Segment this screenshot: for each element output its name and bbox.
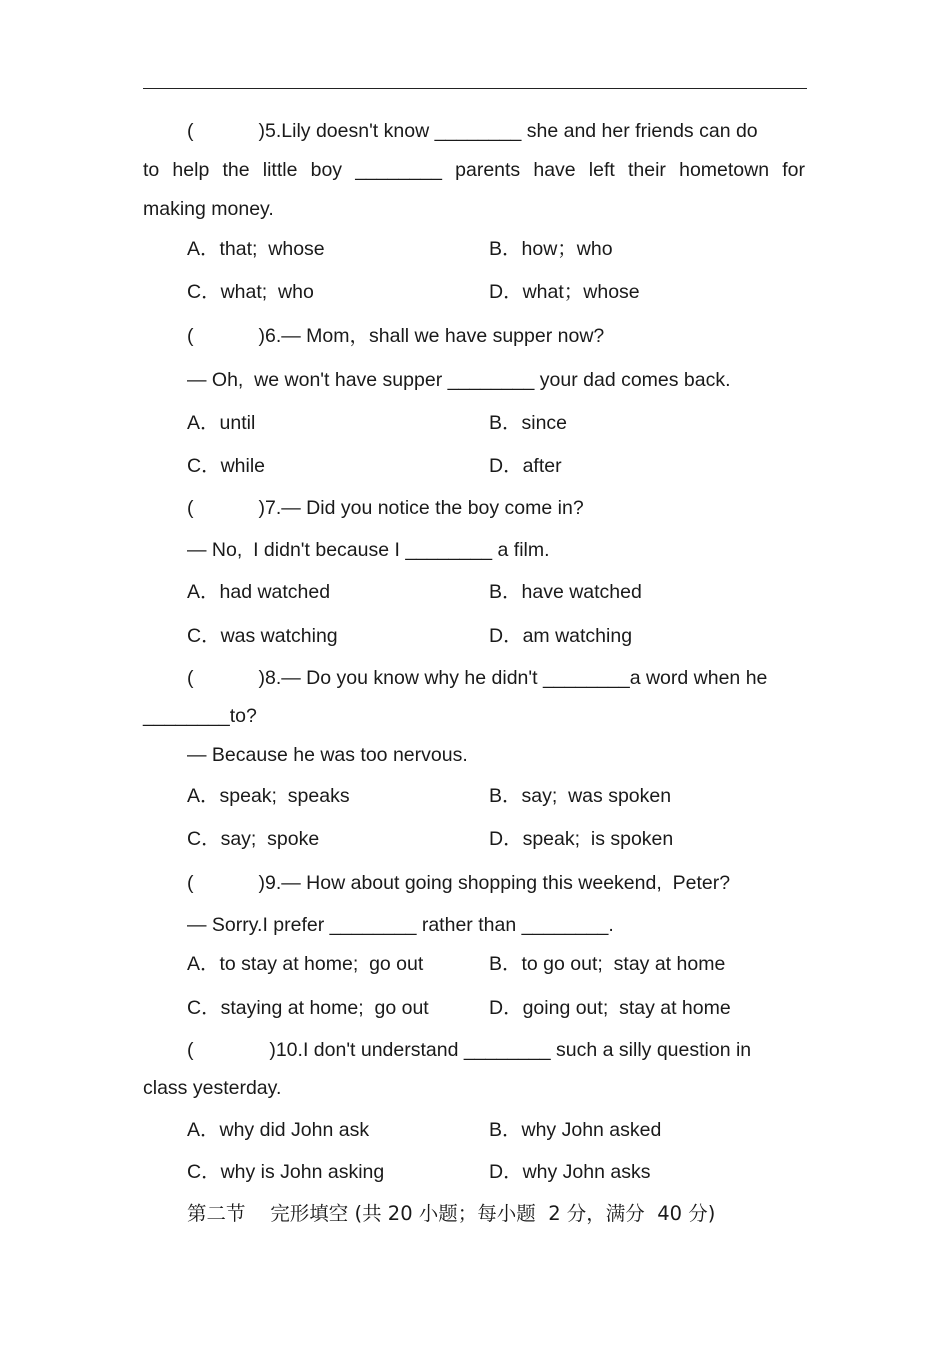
question-8-stem: ( )8.— Do you know why he didn't ________a word when he: [187, 667, 768, 689]
header-rule: [143, 88, 807, 89]
option-a: A．why did John ask: [187, 1119, 370, 1141]
option-d: D．speak; is spoken: [489, 828, 674, 850]
option-b: B．say; was spoken: [489, 785, 672, 807]
option-a: A．that; whose: [187, 238, 325, 260]
question-8-dialogue: — Because he was too nervous.: [187, 744, 468, 766]
question-10-stem: ( )10.I don't understand ________ such a silly question in: [187, 1039, 752, 1061]
option-d: D．after: [489, 455, 562, 477]
question-9-stem: ( )9.— How about going shopping this weekend, Peter?: [187, 872, 731, 894]
option-a: A．speak; speaks: [187, 785, 350, 807]
question-10-stem-cont: class yesterday.: [143, 1077, 282, 1099]
question-8-stem-cont: ________to?: [143, 705, 257, 727]
option-c: C．why is John asking: [187, 1161, 385, 1183]
question-6-stem: ( )6.— Mom，shall we have supper now?: [187, 325, 605, 347]
option-b: B．have watched: [489, 581, 642, 603]
option-b: B．why John asked: [489, 1119, 662, 1141]
option-d: D．am watching: [489, 625, 633, 647]
option-c: C．while: [187, 455, 266, 477]
option-a: A．to stay at home; go out: [187, 953, 424, 975]
question-7-dialogue: — No, I didn't because I ________ a film.: [187, 539, 550, 561]
option-b: B．since: [489, 412, 568, 434]
option-a: A．had watched: [187, 581, 331, 603]
option-d: D．why John asks: [489, 1161, 651, 1183]
question-5-stem-cont: to help the little boy ________ parents have left their hometown for: [143, 159, 805, 181]
option-d: D．what；whose: [489, 281, 640, 303]
option-a: A．until: [187, 412, 256, 434]
option-b: B．how；who: [489, 238, 613, 260]
question-5-stem-end: making money.: [143, 198, 274, 220]
question-7-stem: ( )7.— Did you notice the boy come in?: [187, 497, 584, 519]
option-b: B．to go out; stay at home: [489, 953, 726, 975]
question-9-dialogue: — Sorry.I prefer ________ rather than ________.: [187, 914, 614, 936]
question-5-stem: ( )5.Lily doesn't know ________ she and her friends can do: [187, 120, 758, 142]
option-d: D．going out; stay at home: [489, 997, 731, 1019]
option-c: C．was watching: [187, 625, 338, 647]
option-c: C．what; who: [187, 281, 314, 303]
section-heading: 第二节 完形填空 (共 20 小题；每小题 2 分，满分 40 分): [187, 1202, 716, 1225]
option-c: C．say; spoke: [187, 828, 320, 850]
option-c: C．staying at home; go out: [187, 997, 429, 1019]
question-6-dialogue: — Oh, we won't have supper ________ your dad comes back.: [187, 369, 731, 391]
